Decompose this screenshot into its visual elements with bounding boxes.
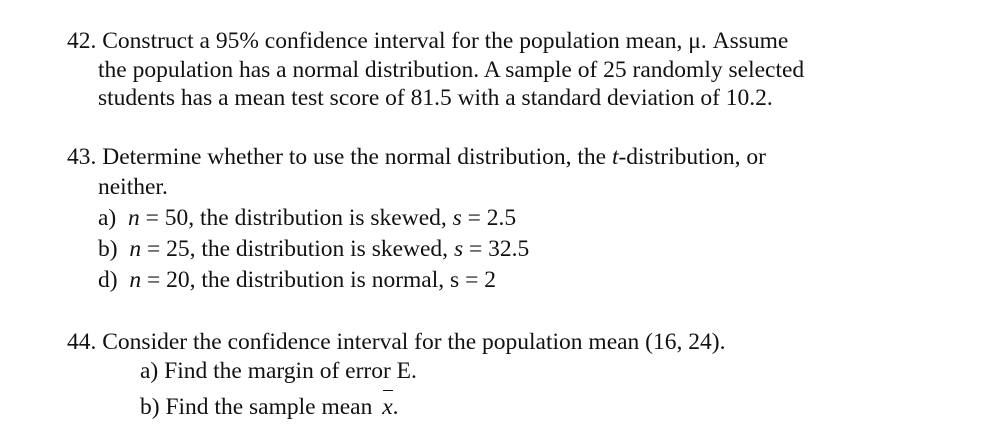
question-43-part-b	[98, 238, 529, 262]
question-42-text-3: students has a mean test score of 81.5 with a standard deviation of 10.2.	[98, 85, 773, 111]
x-bar-symbol: x	[382, 394, 393, 420]
question-43-t-symbol: t	[611, 144, 619, 170]
question-42-text-2: the population has a normal distribution. A sample of 25 randomly selected	[98, 57, 805, 83]
question-42-number: 42.	[67, 28, 97, 54]
question-44-line-1	[67, 331, 725, 355]
question-43-number: 43.	[67, 144, 97, 170]
question-44-text-1: Consider the confidence interval for the population mean (16, 24).	[102, 329, 726, 355]
part-value: = 2.5	[461, 205, 517, 231]
question-43-text-1-post: -distribution, or	[618, 144, 767, 170]
question-44-part-b	[140, 396, 399, 420]
question-43-part-a	[98, 207, 516, 231]
question-42-line-1	[67, 30, 788, 54]
question-43-text-1-pre: Determine whether to use the normal distribution, the	[102, 144, 612, 170]
part-text: = 50, the distribution is skewed,	[139, 205, 453, 231]
question-43-text-2: neither.	[98, 174, 168, 200]
s-symbol: s	[450, 267, 460, 293]
question-43-part-d	[98, 269, 496, 293]
question-44-part-b-end: .	[392, 394, 399, 420]
part-value: = 2	[459, 267, 496, 293]
part-label: d)	[98, 267, 118, 293]
part-label: b)	[98, 236, 118, 262]
question-44-part-b-text: b) Find the sample mean	[140, 394, 373, 420]
part-label: a)	[98, 205, 117, 231]
part-text: = 20, the distribution is normal,	[141, 267, 451, 293]
part-value: = 32.5	[463, 236, 530, 262]
part-text: = 25, the distribution is skewed,	[141, 236, 454, 262]
n-symbol: n	[129, 267, 142, 293]
n-symbol: n	[129, 236, 142, 262]
question-44-number: 44.	[67, 329, 97, 355]
question-43-line-1	[67, 146, 766, 170]
n-symbol: n	[128, 205, 140, 231]
question-42-text-1: Construct a 95% confidence interval for the population mean, μ. Assume	[102, 28, 789, 54]
s-symbol: s	[453, 236, 464, 262]
s-symbol: s	[452, 205, 462, 231]
question-44-part-a: a) Find the margin of error E.	[140, 358, 417, 384]
